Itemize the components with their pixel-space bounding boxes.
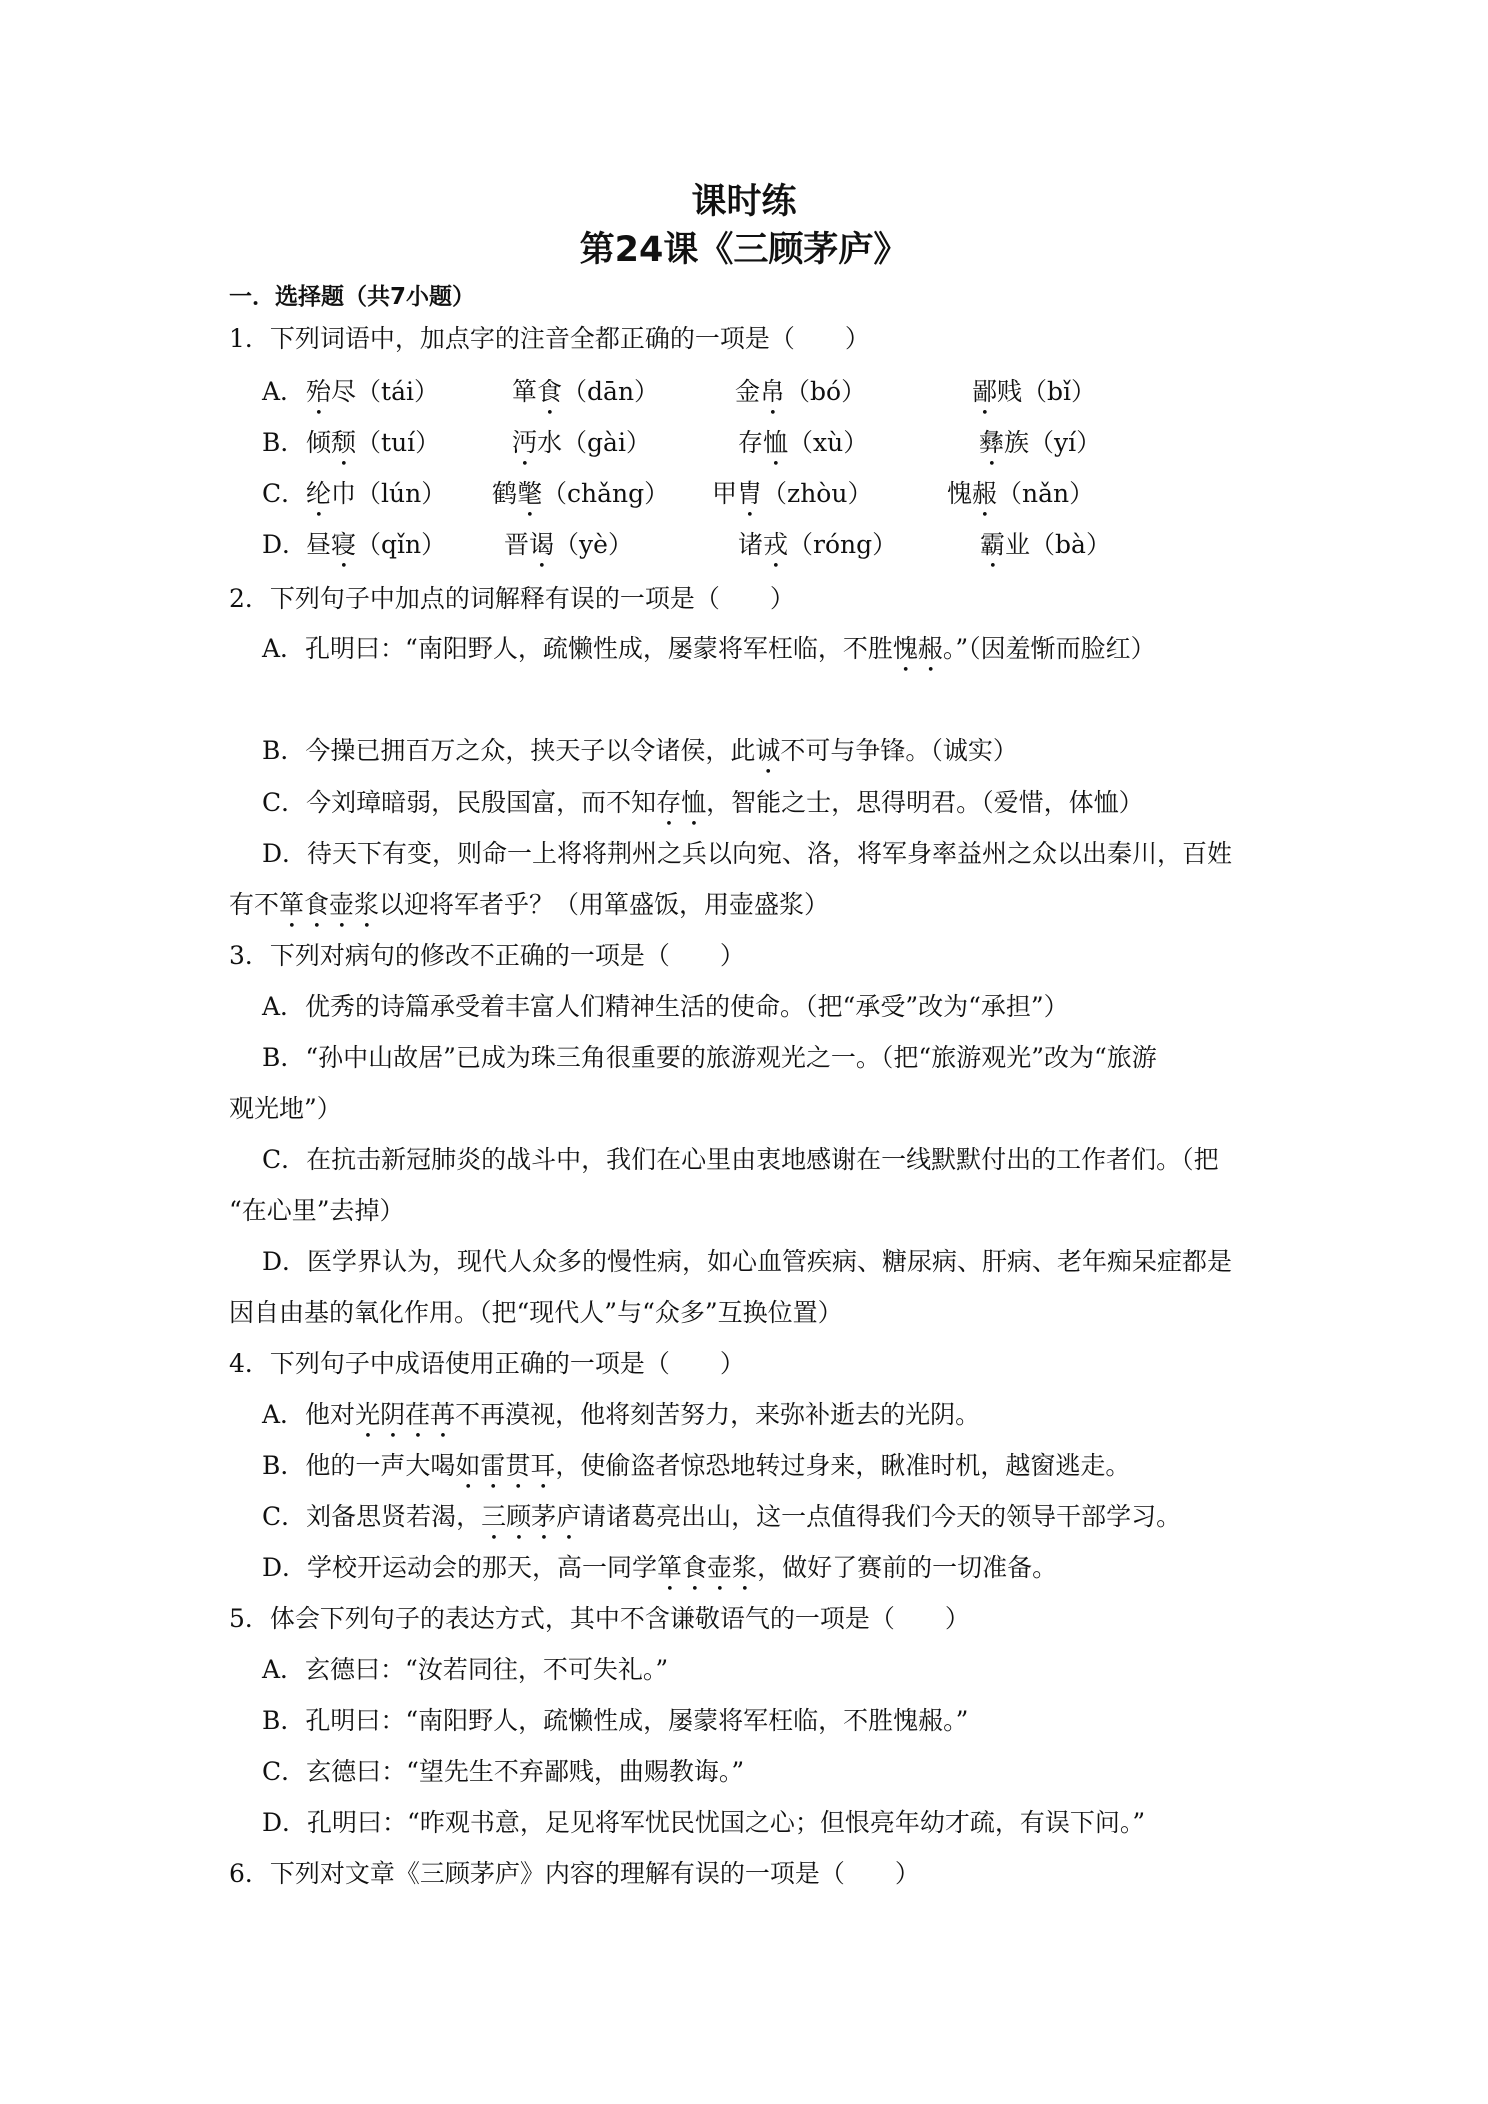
- q4-stem: 4．下列句子中成语使用正确的一项是（ ）: [229, 1349, 745, 1378]
- q4-option-d: [262, 1551, 1057, 1597]
- character: 倾: [306, 428, 332, 457]
- q2-a-text: A．孔明曰：“南阳野人，疏懒性成，屡蒙将军枉临，不胜: [262, 634, 893, 663]
- q1-option-c-word-4: [947, 477, 1094, 523]
- character: 业: [1005, 530, 1031, 559]
- q1-option-c-word-3: [712, 477, 872, 523]
- pinyin: （xù）: [788, 428, 869, 457]
- q4-c-dotted-idiom: 三顾茅庐: [481, 1502, 582, 1531]
- q1-option-d-label: D．: [262, 530, 308, 559]
- q1-option-c-label: C．: [262, 479, 307, 508]
- q1-option-a-word-4: [972, 375, 1096, 421]
- pinyin: （yí）: [1029, 428, 1102, 457]
- dotted-character: 恤: [763, 428, 789, 457]
- q3-option-a: A．优秀的诗篇承受着丰富人们精神生活的使命。（把“承受”改为“承担”）: [262, 992, 1069, 1021]
- q2-c-text-end: ，智能之士，思得明君。（爱惜，体恤）: [706, 788, 1144, 817]
- q2-d-dotted-word: 箪食壶浆: [279, 890, 380, 919]
- q1-option-a-label: A．: [262, 377, 306, 406]
- q5-option-b: B．孔明曰：“南阳野人，疏懒性成，屡蒙将军枉临，不胜愧赧。”: [262, 1706, 969, 1735]
- q4-d-dotted-idiom: 箪食壶浆: [657, 1553, 758, 1582]
- q2-d-text: 有不: [229, 890, 280, 919]
- q2-b-dotted-word: 诚: [755, 736, 781, 765]
- dotted-character: 寝: [331, 530, 357, 559]
- q1-option-c-word-2: [492, 477, 669, 523]
- character: 尽: [331, 377, 357, 406]
- q2-option-d: D．待天下有变，则命一上将将荆州之兵以向宛、洛，将军身率益州之众以出秦川，百姓: [262, 839, 1233, 868]
- character: 昼: [306, 530, 332, 559]
- character: 愧: [947, 479, 973, 508]
- q4-a-text: A．他对: [262, 1400, 356, 1429]
- character: 水: [537, 428, 563, 457]
- q2-a-text-end: 。”（因羞惭而脸红）: [942, 634, 1156, 663]
- q1-option-b-word-3: [738, 426, 868, 472]
- dotted-character: 戎: [763, 530, 789, 559]
- dotted-character: 帛: [760, 377, 786, 406]
- q2-b-text: B．今操已拥百万之众，挟天子以令诸侯，此: [262, 736, 756, 765]
- character: 诸: [738, 530, 764, 559]
- character: 晋: [504, 530, 530, 559]
- character: 存: [738, 428, 764, 457]
- q4-c-text: C．刘备思贤若渴，: [262, 1502, 482, 1531]
- pinyin: （róng）: [788, 530, 898, 559]
- q2-d-text-end: 以迎将军者乎？（用箪盛饭，用壶盛浆）: [379, 890, 830, 919]
- q1-option-b-label: B．: [262, 428, 306, 457]
- q4-b-text: B．他的一声大喝: [262, 1451, 456, 1480]
- pinyin: （zhòu）: [762, 479, 873, 508]
- q3-option-c-cont: “在心里”去掉）: [229, 1196, 405, 1225]
- q3-option-d: D．医学界认为，现代人众多的慢性病，如心血管疾病、糖尿病、肝病、老年痴呆症都是: [262, 1247, 1233, 1276]
- q1-option-d-word-2: [504, 528, 633, 574]
- pinyin: （chǎng）: [542, 479, 670, 508]
- q4-a-text-end: 不再漠视，他将刻苦努力，来弥补逝去的光阴。: [455, 1400, 981, 1429]
- q1-option-b-word-1: [306, 426, 440, 472]
- dotted-character: 赧: [972, 479, 998, 508]
- pinyin: （tái）: [356, 377, 439, 406]
- dotted-character: 食: [537, 377, 563, 406]
- pinyin: （lún）: [356, 479, 447, 508]
- pinyin: （bà）: [1030, 530, 1111, 559]
- q1-option-d-word-4: [980, 528, 1111, 574]
- character: 金: [735, 377, 761, 406]
- q1-option-d-word-3: [738, 528, 897, 574]
- q2-c-text: C．今刘璋暗弱，民殷国富，而不知: [262, 788, 657, 817]
- q4-b-dotted-idiom: 如雷贯耳: [455, 1451, 556, 1480]
- q4-option-a: [262, 1398, 980, 1444]
- q1-option-c-word-1: [306, 477, 446, 523]
- q2-stem: 2．下列句子中加点的词解释有误的一项是（ ）: [229, 584, 795, 613]
- page-title: 课时练: [691, 182, 797, 222]
- q1-option-a-word-1: [306, 375, 439, 421]
- section-heading: 一．选择题（共7小题）: [229, 284, 476, 310]
- lesson-title: 第24课《三顾茅庐》: [579, 230, 909, 270]
- character: 鹤: [492, 479, 518, 508]
- character: 甲: [712, 479, 738, 508]
- pinyin: （qǐn）: [356, 530, 447, 559]
- pinyin: （bó）: [785, 377, 867, 406]
- q5-option-a: A．玄德曰：“汝若同往，不可失礼。”: [262, 1655, 669, 1684]
- q5-option-c: C．玄德曰：“望先生不弃鄙贱，曲赐教诲。”: [262, 1757, 745, 1786]
- q4-d-text-end: ，做好了赛前的一切准备。: [757, 1553, 1058, 1582]
- q4-d-text: D．学校开运动会的那天，高一同学: [262, 1553, 658, 1582]
- q4-b-text-end: ，使偷盗者惊恐地转过身来，瞅准时机，越窗逃走。: [555, 1451, 1131, 1480]
- q2-a-dotted-word: 愧赧: [892, 634, 943, 663]
- dotted-character: 彝: [979, 428, 1005, 457]
- pinyin: （bǐ）: [1022, 377, 1097, 406]
- q3-stem: 3．下列对病句的修改不正确的一项是（ ）: [229, 941, 745, 970]
- q2-b-text-end: 不可与争锋。（诚实）: [780, 736, 1018, 765]
- character: 巾: [331, 479, 357, 508]
- q2-option-b: [262, 734, 1018, 780]
- dotted-character: 纶: [306, 479, 332, 508]
- q1-option-a-word-2: [512, 375, 659, 421]
- dotted-character: 氅: [517, 479, 543, 508]
- character: 箪: [512, 377, 538, 406]
- q1-option-a-word-3: [735, 375, 866, 421]
- q2-option-c: [262, 786, 1144, 832]
- q4-a-dotted-idiom: 光阴荏苒: [355, 1400, 456, 1429]
- q3-option-b: B．“孙中山故居”已成为珠三角很重要的旅游观光之一。（把“旅游观光”改为“旅游: [262, 1043, 1157, 1072]
- dotted-character: 殆: [306, 377, 332, 406]
- q1-option-b-word-4: [979, 426, 1101, 472]
- pinyin: （gài）: [562, 428, 651, 457]
- q5-stem: 5．体会下列句子的表达方式，其中不含谦敬语气的一项是（ ）: [229, 1604, 970, 1633]
- q3-option-d-cont: 因自由基的氧化作用。（把“现代人”与“众多”互换位置）: [229, 1298, 843, 1327]
- q1-option-d-word-1: [306, 528, 446, 574]
- q6-stem: 6．下列对文章《三顾茅庐》内容的理解有误的一项是（ ）: [229, 1859, 920, 1888]
- q4-option-b: [262, 1449, 1130, 1495]
- q1-option-b-word-2: [512, 426, 651, 472]
- q3-option-b-cont: 观光地”）: [229, 1094, 342, 1123]
- q3-option-c: C．在抗击新冠肺炎的战斗中，我们在心里由衷地感谢在一线默默付出的工作者们。（把: [262, 1145, 1219, 1174]
- pinyin: （tuí）: [356, 428, 441, 457]
- dotted-character: 霸: [980, 530, 1006, 559]
- q2-option-a: [262, 632, 1156, 678]
- dotted-character: 颓: [331, 428, 357, 457]
- character: 族: [1004, 428, 1030, 457]
- pinyin: （nǎn）: [997, 479, 1095, 508]
- q2-option-d-cont: [229, 888, 829, 934]
- dotted-character: 胄: [737, 479, 763, 508]
- q5-option-d: D．孔明曰：“昨观书意，足见将军忧民忧国之心；但恨亮年幼才疏，有误下问。”: [262, 1808, 1146, 1837]
- dotted-character: 鄙: [972, 377, 998, 406]
- q1-stem: 1．下列词语中，加点字的注音全都正确的一项是（ ）: [229, 324, 870, 353]
- dotted-character: 谒: [529, 530, 555, 559]
- q4-option-c: [262, 1500, 1181, 1546]
- q2-c-dotted-word: 存恤: [656, 788, 707, 817]
- pinyin: （dān）: [562, 377, 660, 406]
- character: 贱: [997, 377, 1023, 406]
- q4-c-text-end: 请诸葛亮出山，这一点值得我们今天的领导干部学习。: [581, 1502, 1182, 1531]
- pinyin: （yè）: [554, 530, 633, 559]
- dotted-character: 沔: [512, 428, 538, 457]
